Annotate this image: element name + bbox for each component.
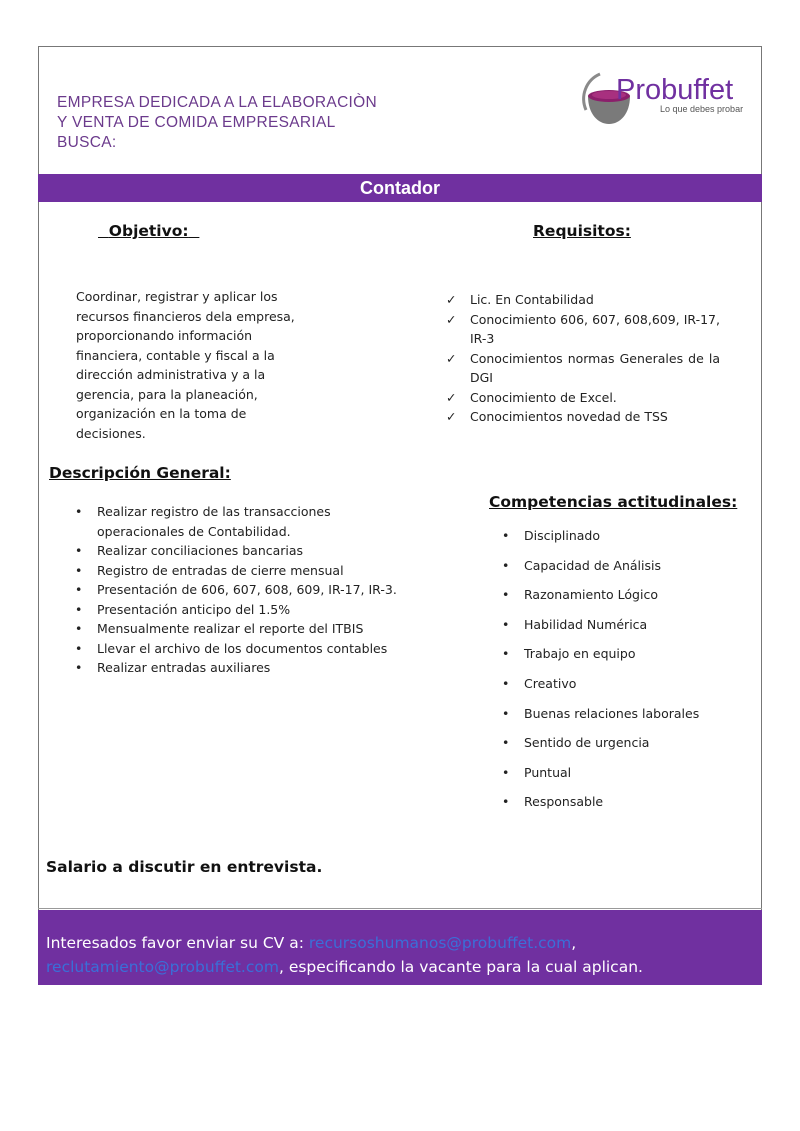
list-item: • Responsable [500,792,740,822]
bullet-icon: • [75,660,83,675]
bullet-icon: • [75,543,83,558]
logo-brand-text: Probuffet [616,74,734,106]
list-item: • Realizar conciliaciones bancarias [73,541,403,561]
bullet-icon: • [502,675,510,691]
bullet-icon: • [502,705,510,721]
competencies-heading: Competencias actitudinales: [489,493,738,511]
contact-footer [38,910,762,985]
competencies-list [500,526,740,822]
list-item: • Disciplinado [500,526,740,556]
list-item: • Llevar el archivo de los documentos contables [73,639,403,659]
checkmark-icon: ✓ [446,311,457,327]
bullet-icon: • [502,764,510,780]
bullet-icon: • [75,640,83,656]
job-title: Contador [360,178,440,198]
bullet-icon: • [502,735,510,751]
objective-text: Coordinar, registrar y aplicar los recursos financieros dela empresa, proporcionando información financiera, contable y fiscal a la dirección administrativa y a la gerencia, para la planeación, organización en la toma de decisiones. [76,289,295,441]
list-item: • Puntual [500,763,740,793]
list-item: ✓ Conocimiento de Excel. [446,388,720,408]
list-item: • Razonamiento Lógico [500,585,740,615]
list-item: • Mensualmente realizar el reporte del ITBIS [73,619,403,639]
list-item: • Habilidad Numérica [500,615,740,645]
email-link-1[interactable]: recursoshumanos@probuffet.com [308,934,572,952]
bullet-icon: • [75,504,83,519]
list-item: • Capacidad de Análisis [500,556,740,586]
checkmark-icon: ✓ [446,292,457,307]
bullet-icon: • [502,794,510,810]
checkmark-icon: ✓ [446,409,457,424]
list-item: • Buenas relaciones laborales [500,704,740,734]
bullet-icon: • [502,646,510,662]
list-item: ✓ Conocimientos normas Generales de la DGI [446,350,720,385]
checkmark-icon: ✓ [446,389,457,405]
bullet-icon: • [502,616,510,632]
bullet-icon: • [502,587,510,603]
company-intro-line-3: BUSCA: [57,134,117,151]
bullet-icon: • [75,582,83,597]
objective-heading: Objetivo: [108,222,189,240]
salary-note: Salario a discutir en entrevista. [46,858,323,876]
company-intro-line-1: EMPRESA DEDICADA A LA ELABORACIÒN [57,94,378,111]
checkmark-icon: ✓ [446,350,457,366]
footer-divider [38,908,762,909]
list-item: • Realizar registro de las transacciones operacionales de Contabilidad. [75,504,331,539]
bullet-icon: • [502,557,510,573]
list-item: • Presentación de 606, 607, 608, 609, IR-17, IR-3. [73,580,403,600]
logo-tagline: Lo que debes probar [660,104,743,114]
job-title-bar [38,174,762,202]
email-link-2[interactable]: reclutamiento@probuffet.com [46,958,279,976]
company-intro [57,93,437,153]
list-item: • Trabajo en equipo [500,644,740,674]
contact-suffix: , especificando la vacante para la cual aplican. [278,958,643,976]
bullet-icon: • [75,621,83,636]
bullet-icon: • [75,601,83,617]
company-intro-line-2: Y VENTA DE COMIDA EMPRESARIAL [57,114,336,131]
list-item: • Presentación anticipo del 1.5% [73,600,403,620]
list-item: ✓ Lic. En Contabilidad [446,290,720,310]
list-item: • Realizar entradas auxiliares [73,658,403,678]
email-separator: , [571,934,577,952]
list-item: • Creativo [500,674,740,704]
requirements-heading: Requisitos: [533,222,631,240]
description-heading: Descripción General: [49,464,231,482]
description-list [73,502,403,678]
bullet-icon: • [502,528,510,543]
bullet-icon: • [75,562,83,578]
requirements-list [446,290,720,427]
list-item: ✓ Conocimiento 606, 607, 608,609, IR-17, IR-3 [446,311,720,346]
list-item: • Sentido de urgencia [500,733,740,763]
probuffet-logo [578,66,743,132]
list-item: ✓ Conocimientos novedad de TSS [446,407,720,427]
contact-prefix: Interesados favor enviar su CV a: [46,934,304,952]
serving-dish-icon [578,66,743,132]
list-item: • Registro de entradas de cierre mensual [73,561,403,581]
